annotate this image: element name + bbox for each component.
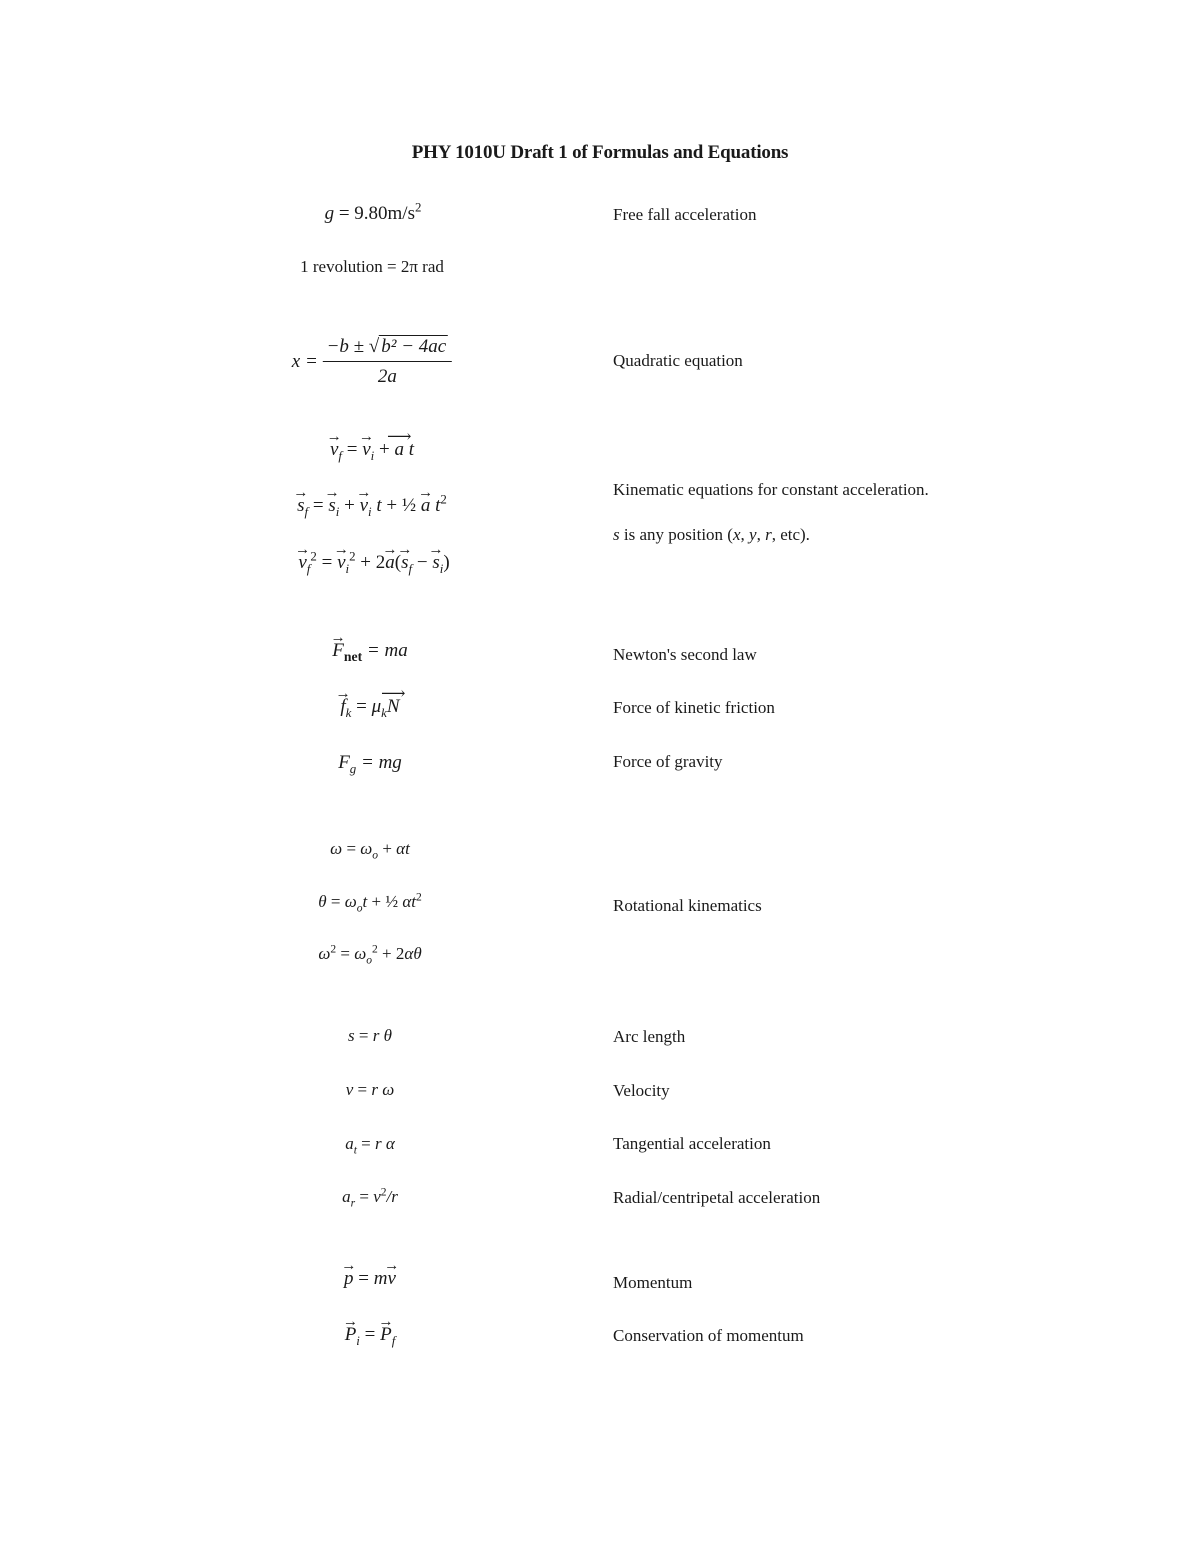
desc-newton: Newton's second law bbox=[613, 645, 757, 664]
desc-kin-r: r bbox=[765, 525, 772, 544]
desc-kin-text: is any position ( bbox=[619, 525, 733, 544]
desc-conservation: Conservation of momentum bbox=[613, 1326, 804, 1345]
desc-kinematic-line1: Kinematic equations for constant acceleration. bbox=[613, 480, 929, 499]
desc-arc-length: Arc length bbox=[613, 1027, 686, 1046]
desc-free-fall: Free fall acceleration bbox=[613, 205, 757, 224]
equation-conservation: → $P_i$ = → $P_f$ bbox=[345, 1324, 396, 1346]
eq-newton-rhs: = ma bbox=[362, 640, 408, 661]
eq-g-symbol: g bbox=[324, 203, 335, 224]
desc-radial: Radial/centripetal acceleration bbox=[613, 1188, 821, 1207]
desc-quadratic: Quadratic equation bbox=[613, 351, 743, 370]
desc-velocity: Velocity bbox=[613, 1081, 670, 1100]
desc-momentum: Momentum bbox=[613, 1273, 693, 1292]
equation-kinematic-position: → $s_f$ = → $s_i$ + → $v_i$ t + ½ → a $t^2$ bbox=[297, 495, 447, 517]
desc-rotational: Rotational kinematics bbox=[613, 896, 762, 915]
equation-quadratic bbox=[292, 336, 452, 388]
desc-kin-y: y bbox=[749, 525, 757, 544]
equation-radial: $a_r = v^2/r$ bbox=[342, 1185, 398, 1210]
equation-rotational-velocity: $\omega = \omega_o + \alpha t$ bbox=[330, 839, 410, 862]
eq-quad-num-pre: −b ± √ bbox=[326, 336, 380, 357]
equation-kinematic-velocity: → $v_f$ = → $v_i$ + ⟶ a t bbox=[330, 439, 414, 461]
desc-kin-sep2: , bbox=[756, 525, 766, 544]
equation-kinematic-timeless: → $v_f^2$ = → $v_i^2 + 2\to a(\to s_f$ − → $s_i$) bbox=[298, 552, 449, 574]
eq-quad-radicand: b² − 4ac bbox=[381, 336, 447, 357]
eq-quad-numerator bbox=[323, 336, 453, 362]
equation-rotational-timeless: $\omega^2 = \omega_o^2 + 2\alpha\theta$ bbox=[318, 942, 422, 967]
desc-kin-s: s bbox=[613, 525, 620, 544]
equation-revolution: 1 revolution = 2π rad bbox=[300, 257, 444, 276]
desc-friction: Force of kinetic friction bbox=[613, 698, 775, 717]
eq-g-exponent: 2 bbox=[414, 199, 422, 215]
page-title: PHY 1010U Draft 1 of Formulas and Equations bbox=[411, 142, 789, 163]
eq-newton-net: net bbox=[343, 648, 363, 664]
eq-quad-fraction bbox=[323, 336, 453, 388]
desc-kin-end: , etc). bbox=[771, 525, 810, 544]
eq-g-value: = 9.80m/s bbox=[334, 203, 415, 224]
equation-free-fall bbox=[324, 199, 422, 225]
equation-friction: → $f_k$ = $\mu_k⟶$ N bbox=[340, 696, 399, 718]
desc-gravity: Force of gravity bbox=[613, 752, 723, 771]
eq-quad-denominator: 2a bbox=[377, 366, 397, 387]
equation-gravity: $F_g$ = mg bbox=[338, 752, 402, 776]
equation-rotational-angle: $\theta = \omega_ot$ + ½ $\alpha t^2$ bbox=[318, 890, 422, 915]
equation-velocity: v = r ω bbox=[345, 1080, 395, 1099]
eq-gravity-sub: g bbox=[349, 760, 357, 776]
desc-kinematic-line2 bbox=[613, 525, 810, 545]
equation-newton: → $F_{net}$ = ma bbox=[332, 640, 407, 662]
desc-kin-sep1: , bbox=[740, 525, 750, 544]
equation-tangential: $a_t = r$ α bbox=[345, 1134, 395, 1157]
desc-tangential: Tangential acceleration bbox=[613, 1134, 771, 1153]
eq-quad-lhs: x = bbox=[291, 351, 323, 372]
equation-arc-length: s = r θ bbox=[348, 1026, 392, 1045]
desc-kin-x: x bbox=[732, 525, 741, 544]
eq-gravity-rhs: = mg bbox=[356, 752, 402, 773]
equation-momentum: → p = m→ v bbox=[344, 1268, 396, 1290]
